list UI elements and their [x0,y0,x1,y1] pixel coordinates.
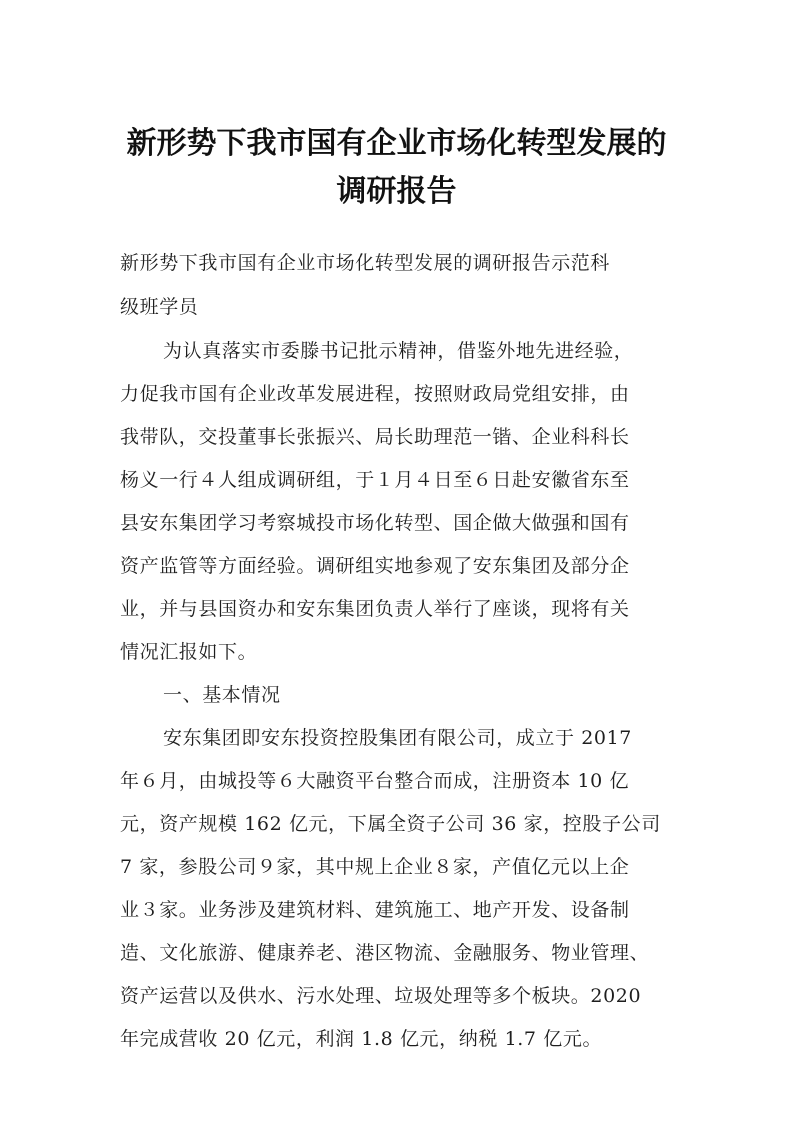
paragraph-line: 我带队，交投董事长张振兴、局长助理范一锴、企业科科长 [120,426,630,448]
paragraph-line: 年６月，由城投等６大融资平台整合而成，注册资本 10 亿 [120,770,630,792]
paragraph-line: 县安东集团学习考察城投市场化转型、国企做大做强和国有 [120,512,630,534]
paragraph-line: 资产监管等方面经验。调研组实地参观了安东集团及部分企 [120,555,630,577]
paragraph-line: 业，并与县国资办和安东集团负责人举行了座谈，现将有关 [120,598,630,620]
paragraph-line: 年完成营收 20 亿元，利润 1.8 亿元，纳税 1.7 亿元。 [120,1028,603,1050]
section-heading: 一、基本情况 [163,684,281,706]
paragraph-line: 为认真落实市委滕书记批示精神，借鉴外地先进经验， [163,340,634,362]
paragraph-line: 情况汇报如下。 [120,641,258,663]
paragraph-line: 元，资产规模 162 亿元，下属全资子公司 36 家，控股子公司 [120,813,661,835]
document-title-line-1: 新形势下我市国有企业市场化转型发展的 [126,126,667,161]
document-title-line-2: 调研报告 [336,174,457,209]
paragraph-line: 7 家，参股公司９家，其中规上企业８家，产值亿元以上企 [120,856,630,878]
paragraph-line: 业３家。业务涉及建筑材料、建筑施工、地产开发、设备制 [120,899,630,921]
paragraph-line: 新形势下我市国有企业市场化转型发展的调研报告示范科 [120,252,611,274]
paragraph-line: 力促我市国有企业改革发展进程，按照财政局党组安排，由 [120,383,630,405]
paragraph-line: 级班学员 [120,296,199,318]
paragraph-line: 造、文化旅游、健康养老、港区物流、金融服务、物业管理、 [120,942,650,964]
paragraph-line: 资产运营以及供水、污水处理、垃圾处理等多个板块。2020 [120,985,642,1007]
paragraph-line: 杨义一行４人组成调研组，于１月４日至６日赴安徽省东至 [120,469,630,491]
paragraph-line: 安东集团即安东投资控股集团有限公司，成立于 2017 [163,727,632,749]
